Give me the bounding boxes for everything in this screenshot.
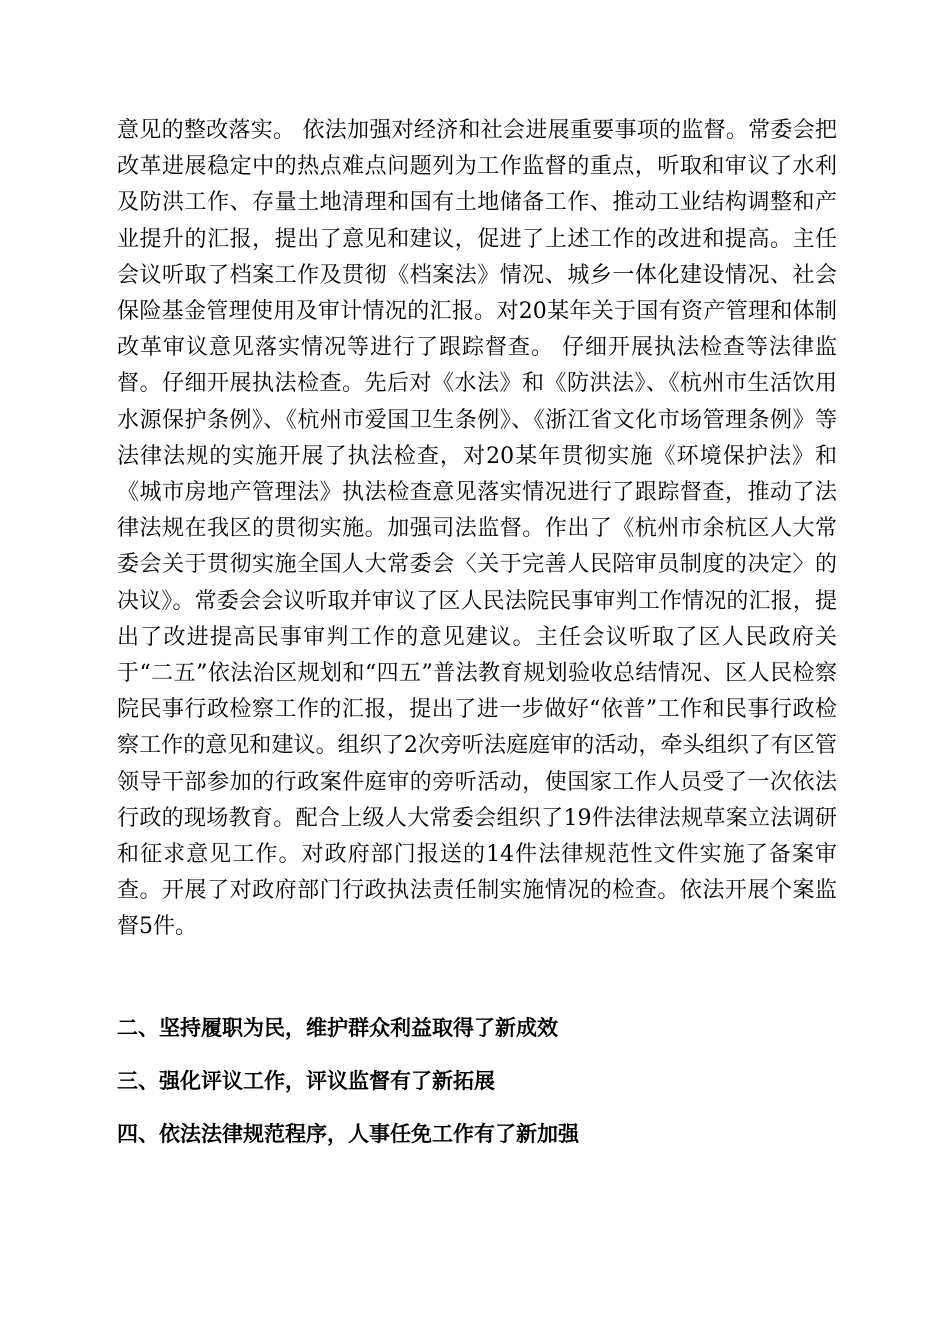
- section-heading-2: 二、坚持履职为民，维护群众利益取得了新成效: [117, 1016, 558, 1040]
- body-paragraph: 意见的整改落实。 依法加强对经济和社会进展重要事项的监督。常委会把改革进展稳定中的热点难点问题列为工作监督的重点，听取和审议了水利及防洪工作、存量土地清理和国有土地储备工作、推动工业结构调整和产业提升的汇报，提出了意见和建议，促进了上述工作的改进和提高。主任会议听取了档案工作及贯彻《档案法》情况、城乡一体化建设情况、社会保险基金管理使用及审计情况的汇报。对20某年关于国有资产管理和体制改革审议意见落实情况等进行了跟踪督查。 仔细开展执法检查等法律监督。仔细开展执法检查。先后对《水法》和《防洪法》、《杭州市生活饮用水源保护条例》、《杭州市爱国卫生条例》、《浙江省文化市场管理条例》等法律法规的实施开展了执法检查，对20某年贯彻实施《环境保护法》和《城市房地产管理法》执法检查意见落实情况进行了跟踪督查，推动了法律法规在我区的贯彻实施。加强司法监督。作出了《杭州市余杭区人大常委会关于贯彻实施全国人大常委会〈关于完善人民陪审员制度的决定〉的决议》。常委会会议听取并审议了区人民法院民事审判工作情况的汇报，提出了改进提高民事审判工作的意见建议。主任会议听取了区人民政府关于“二五”依法治区规划和“四五”普法教育规划验收总结情况、区人民检察院民事行政检察工作的汇报，提出了进一步做好“依普”工作和民事行政检察工作的意见和建议。组织了2次旁听法庭庭审的活动，牵头组织了有区管领导干部参加的行政案件庭审的旁听活动，使国家工作人员受了一次依法行政的现场教育。配合上级人大常委会组织了19件法律法规草案立法调研和征求意见工作。对政府部门报送的14件法律规范性文件实施了备案审查。开展了对政府部门行政执法责任制实施情况的检查。依法开展个案监督5件。: [117, 118, 837, 940]
- section-heading-3: 三、强化评议工作，评议监督有了新拓展: [117, 1069, 495, 1093]
- section-heading-4: 四、依法法律规范程序，人事任免工作有了新加强: [117, 1122, 579, 1146]
